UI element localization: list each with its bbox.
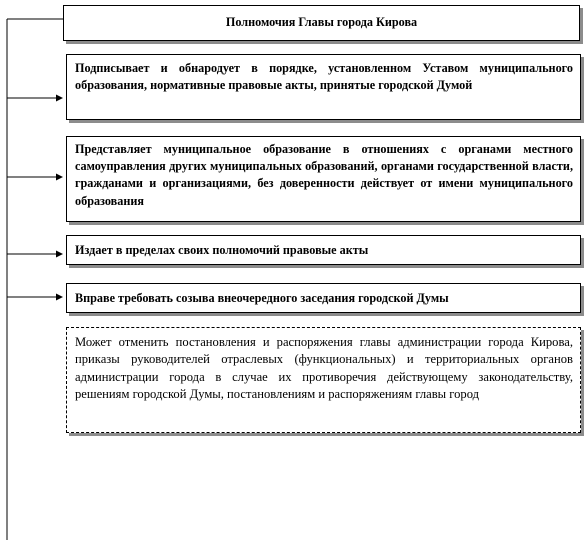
- title-box: [63, 5, 580, 41]
- power-box-2: [66, 136, 581, 222]
- power-text-4: Вправе требовать созыва внеочередного заседания городской Думы: [75, 291, 449, 305]
- diagram-title: Полномочия Главы города Кирова: [225, 15, 418, 29]
- power-box-4: [66, 283, 581, 313]
- power-box-3: [66, 235, 581, 265]
- power-box-5: [66, 327, 581, 433]
- power-text-3: Издает в пределах своих полномочий правовые акты: [75, 243, 369, 257]
- power-box-1: [66, 54, 581, 120]
- power-text-5: Может отменить постановления и распоряжения главы администрации города Кирова, приказы руководителей отраслевых (функциональных) и территориальных органов администрации города в случае их противоречия действующему законодательству, решениям городской Думы, постановлениям и распоряжениям главы город: [75, 335, 573, 402]
- power-text-1: Подписывает и обнародует в порядке, установленном Уставом муниципального образования, нормативные правовые акты, принятые городской Думой: [75, 61, 573, 93]
- power-text-2: Представляет муниципальное образование в отношениях с органами местного самоуправления других муниципальных образований, органами государственной власти, гражданами и организациями, без доверенности действует от имени муниципального образования: [75, 142, 573, 208]
